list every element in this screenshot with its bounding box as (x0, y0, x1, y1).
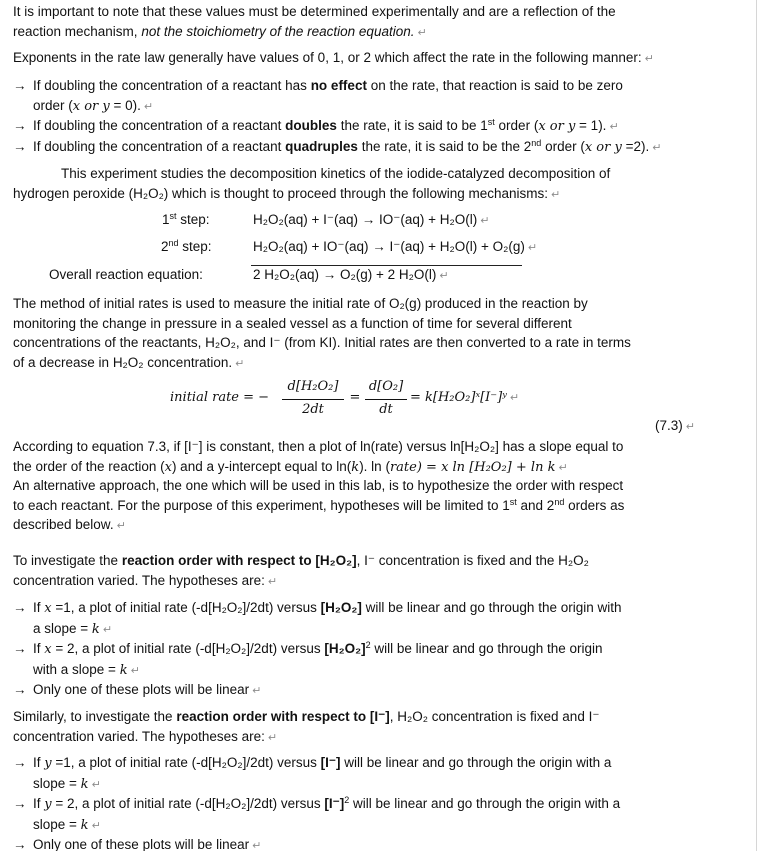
intro-line-2: reaction mechanism, (13, 23, 142, 39)
arrow-bullet-icon: → (13, 682, 27, 697)
equation-equals: = (349, 390, 361, 405)
experiment-line-1: This experiment studies the decomposition kinetics of the iodide-catalyzed decomposition of (61, 166, 611, 181)
method-line-4: of a decrease in H₂O₂ concentration. (13, 354, 233, 370)
paragraph-mark: ↵ (652, 140, 662, 154)
alternative-line-3: described below. (13, 517, 114, 532)
iodide-hypothesis-first-order: → If y =1, a plot of initial rate (-d[H₂O₂]/2dt) versus [I⁻] will be linear and go through the origin with a slope = k ↵ (13, 755, 612, 792)
exponents-paragraph (13, 48, 685, 69)
paragraph-mark: ↵ (116, 519, 126, 532)
paragraph-mark: ↵ (527, 241, 538, 254)
paragraph-mark: ↵ (644, 52, 654, 65)
paragraph-mark: ↵ (439, 269, 449, 282)
paragraph-mark: ↵ (267, 574, 278, 588)
mechanism-step-1 (0, 210, 756, 230)
intro-line-1: It is important to note that these values must be determined experimentally and are a reflection of the (13, 4, 616, 19)
fraction-bar-1 (282, 399, 344, 400)
arrow-bullet-icon: → (13, 755, 27, 770)
bullet-first-order: → If doubling the concentration of a reactant doubles the rate, it is said to be 1st order (x or y = 1). ↵ (13, 117, 619, 134)
overall-equation: 2 H₂O₂(aq) → O₂(g) + 2 H₂O(l) ↵ (253, 267, 449, 282)
paragraph-mark: ↵ (252, 839, 262, 851)
equation-numerator-1: d[H₂O₂] (287, 379, 339, 394)
paragraph-mark: ↵ (609, 120, 619, 133)
step-2-equation: H₂O₂(aq) + IO⁻(aq) → I⁻(aq) + H₂O(l) + O₂(g) ↵ (253, 239, 538, 254)
equation-rhs: = k[H₂O₂]ˣ[I⁻]ʸ ↵ (410, 390, 520, 405)
mechanism-overall (0, 265, 756, 285)
paragraph-mark: ↵ (102, 622, 113, 636)
method-line-3: concentrations of the reactants, H₂O₂, and I⁻ (from KI). Initial rates are then converted to a rate in terms (13, 335, 631, 350)
page-edge (756, 0, 776, 851)
iodide-hypothesis-only-one: → Only one of these plots will be linear ↵ (13, 835, 685, 851)
paragraph-mark: ↵ (558, 460, 568, 474)
equation-number: (7.3) ↵ (655, 418, 695, 433)
alternative-line-1: An alternative approach, the one which will be used in this lab, is to hypothesize the order with respect (13, 478, 624, 493)
step-1-label: 1st step: (162, 211, 210, 227)
paragraph-mark: ↵ (252, 684, 262, 697)
rate-order-list (13, 76, 685, 157)
h2o2-intro-paragraph: To investigate the reaction order with respect to [H₂O₂], I⁻ concentration is fixed and the H₂O₂ concentration varied. The hypotheses are: ↵ (13, 553, 589, 588)
h2o2-hypothesis-only-one: → Only one of these plots will be linear ↵ (13, 680, 685, 701)
fraction-bar-2 (365, 399, 407, 400)
paragraph-mark: ↵ (480, 214, 490, 227)
arrow-bullet-icon: → (13, 600, 27, 615)
mechanism-step-2 (0, 237, 756, 257)
arrow-bullet-icon: → (13, 641, 27, 656)
experiment-paragraph (13, 164, 685, 204)
paragraph-mark: ↵ (417, 25, 427, 39)
arrow-bullet-icon: → (13, 78, 27, 93)
step-2-label: 2nd step: (161, 238, 212, 254)
arrow-bullet-icon: → (13, 837, 27, 851)
iodide-hypotheses-list (13, 753, 685, 851)
iodide-intro-paragraph: Similarly, to investigate the reaction order with respect to [I⁻], H₂O₂ concentration is fixed and I⁻ concentration varied. The hypotheses are: ↵ (13, 709, 600, 744)
alternative-paragraph: An alternative approach, the one which will be used in this lab, is to hypothesize the order with respect to each reactant. For the purpose of this experiment, hypotheses will be limited to 1st and 2nd orders as described below. ↵ (13, 478, 625, 532)
arrow-bullet-icon: → (13, 138, 27, 154)
method-line-2: monitoring the change in pressure in a sealed vessel as a function of time for several different (13, 315, 572, 331)
paragraph-mark: ↵ (91, 777, 101, 791)
method-line-1: The method of initial rates is used to measure the initial rate of O₂(g) produced in the reaction by (13, 296, 588, 311)
step-1-equation: H₂O₂(aq) + I⁻(aq) → IO⁻(aq) + H₂O(l) ↵ (253, 212, 490, 227)
analysis-paragraph: According to equation 7.3, if [I⁻] is constant, then a plot of ln(rate) versus ln[H₂O₂] has a slope equal to the order of the reaction (x) and a y-intercept equal to ln(k). ln (rate) = x ln [H₂O₂] + ln k ↵ (13, 439, 624, 475)
h2o2-hypothesis-first-order: → If x =1, a plot of initial rate (-d[H₂O₂]/2dt) versus [H₂O₂] will be linear and go through the origin with a slope = k ↵ (13, 600, 622, 637)
arrow-bullet-icon: → (13, 796, 27, 811)
method-paragraph (13, 294, 685, 373)
equation-denominator-2: dt (379, 402, 393, 417)
h2o2-hypotheses-list (13, 598, 685, 701)
overall-label: Overall reaction equation: (49, 267, 203, 282)
arrow-bullet-icon: → (13, 118, 27, 133)
h2o2-hypothesis-second-order: → If x = 2, a plot of initial rate (-d[H₂O₂]/2dt) versus $[H_2O_2]^2$ will be linear and go through the origin with a slope = k ↵ (13, 640, 603, 678)
intro-paragraph (13, 2, 685, 42)
paragraph-mark: ↵ (235, 356, 245, 370)
equation-lhs: initial rate = − (170, 390, 270, 405)
experiment-line-2: hydrogen peroxide (H₂O₂) which is thought to proceed through the following mechanisms: (13, 185, 549, 201)
paragraph-mark: ↵ (143, 99, 154, 113)
bullet-second-order: → If doubling the concentration of a reactant quadruples the rate, it is said to be the 2nd order (x or y =2). ↵ (13, 137, 662, 155)
paragraph-mark: ↵ (267, 730, 278, 744)
iodide-hypothesis-second-order: → If y = 2, a plot of initial rate (-d[H₂O₂]/2dt) versus $[I^-]^2$ will be linear and go through the origin with a slope = k ↵ (13, 795, 621, 833)
exponents-text: Exponents in the rate law generally have values of 0, 1, or 2 which affect the rate in the following manner: (13, 50, 642, 65)
paragraph-mark: ↵ (551, 187, 561, 201)
intro-emphasis: not the stoichiometry of the reaction equation. (141, 23, 415, 39)
paragraph-mark: ↵ (509, 391, 520, 404)
paragraph-mark: ↵ (685, 420, 695, 433)
bullet-zero-order: → If doubling the concentration of a reactant has no effect on the rate, that reaction is said to be zero order (x or y = 0). ↵ (13, 78, 623, 114)
equation-numerator-2: d[O₂] (368, 379, 404, 394)
paragraph-mark: ↵ (91, 818, 101, 832)
log-equation: rate) = x ln [H₂O₂] + ln k (389, 459, 556, 475)
equation-denominator-1: 2dt (302, 402, 324, 417)
paragraph-mark: ↵ (130, 663, 140, 677)
analysis-line-1: According to equation 7.3, if [I⁻] is constant, then a plot of ln(rate) versus ln[H₂O₂] has a slope equal to (13, 439, 624, 454)
